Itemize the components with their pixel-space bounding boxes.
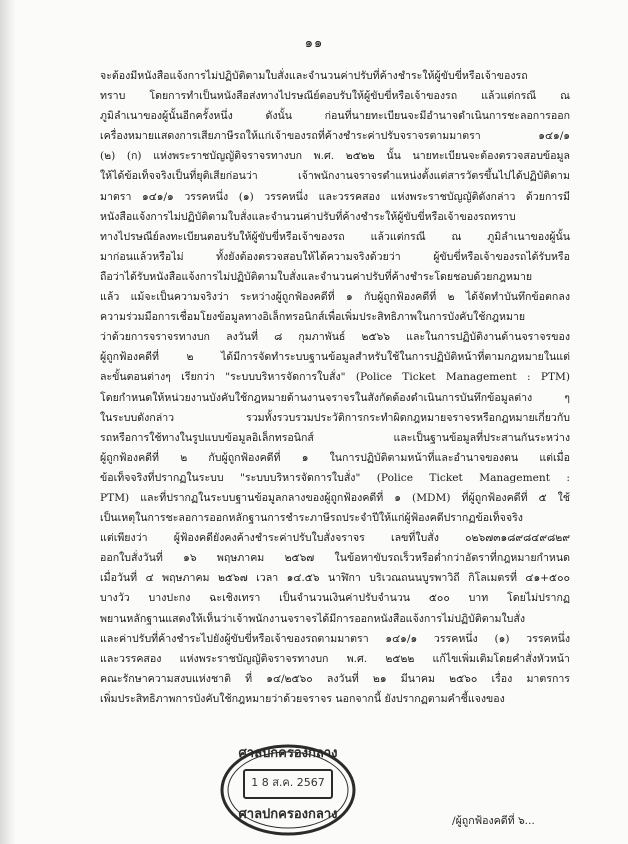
- text-line: เป็นเหตุในการชะลอการออกหลักฐานการชำระภาษีรถประจำปีให้แก่ผู้ฟ้องคดีปรากฏข้อเท็จจริง: [100, 512, 523, 525]
- page-number: ๑๑: [304, 36, 324, 51]
- text-line: หนังสือแจ้งการไม่ปฏิบัติตามใบสั่งและจำนวนค่าปรับที่ค้างชำระให้ผู้ขับขี่หรือเจ้าของรถทราบ: [100, 210, 516, 223]
- text-line: ผู้ถูกฟ้องคดีที่ ๒ กับผู้ถูกฟ้องคดีที่ ๑ ในการปฏิบัติตามหน้าที่และอำนาจของตน แต่เมื่อ: [100, 451, 570, 464]
- text-line: ให้ได้ข้อเท็จจริงเป็นที่ยุติเสียก่อนว่า เจ้าพนักงานจราจรตำแหน่งตั้งแต่สารวัตรขึ้นไปได้ปฏิบัติตาม: [100, 170, 570, 183]
- text-line: แต่เพียงว่า ผู้ฟ้องคดียังคงค้างชำระค่าปรับใบสั่งจราจร เลขที่ใบสั่ง ๐๒๖๗๓๑๘๙๘๔๙๘๒๙: [100, 532, 570, 545]
- stamp-date: 1 8 ส.ค. 2567: [251, 776, 325, 789]
- page-binding-shadow: [0, 0, 16, 844]
- text-line: มาก่อนแล้วหรือไม่ ทั้งยังต้องตรวจสอบให้ได้ความจริงด้วยว่า ผู้ขับขี่หรือเจ้าของรถได้รับหรือ: [100, 250, 570, 263]
- text-line: เมื่อวันที่ ๔ พฤษภาคม ๒๕๖๗ เวลา ๑๔.๕๖ นาฬิกา บริเวณถนนบูรพาวิถี กิโลเมตรที่ ๔๑+๕๐๐: [100, 572, 570, 585]
- body-text: [100, 66, 570, 709]
- text-line: ว่าด้วยการจราจรทางบก ลงวันที่ ๘ กุมภาพันธ์ ๒๕๖๖ และในการปฏิบัติงานด้านจราจรของ: [100, 331, 570, 344]
- text-line: ละขั้นตอนต่างๆ เรียกว่า "ระบบบริหารจัดการใบสั่ง" (Police Ticket Management : PTM): [100, 371, 570, 384]
- text-line: พยานหลักฐานแสดงให้เห็นว่าเจ้าพนักงานจราจรได้มีการออกหนังสือแจ้งการไม่ปฏิบัติตามใบสั่ง: [100, 612, 526, 625]
- text-line: บางวัว บางปะกง ฉะเชิงเทรา เป็นจำนวนเงินค่าปรับจำนวน ๕๐๐ บาท โดยไม่ปรากฏ: [100, 592, 570, 605]
- stamp-top-text: ศาลปกครองกลาง: [238, 746, 338, 761]
- text-line: ความร่วมมือการเชื่อมโยงข้อมูลทางอิเล็กทรอนิกส์เพื่อเพิ่มประสิทธิภาพในการบังคับใช้กฎหมาย: [100, 311, 526, 324]
- text-line: ออกใบสั่งวันที่ ๑๖ พฤษภาคม ๒๕๖๗ ในข้อหาขับรถเร็วหรือต่ำกว่าอัตราที่กฎหมายกำหนด: [100, 552, 570, 565]
- text-line: โดยกำหนดให้หน่วยงานบังคับใช้กฎหมายด้านงานจราจรในสังกัดต้องดำเนินการบันทึกข้อมูลต่าง ๆ: [100, 391, 570, 404]
- text-line: และค่าปรับที่ค้างชำระไปยังผู้ขับขี่หรือเจ้าของรถตามมาตรา ๑๔๑/๑ วรรคหนึ่ง (๑) วรรคหนึ่ง: [100, 632, 570, 645]
- continuation-marker: /ผู้ถูกฟ้องคดีที่ ๖...: [452, 815, 535, 827]
- text-line: ในระบบดังกล่าว รวมทั้งรวบรวมประวัติการกระทำผิดกฎหมายจราจรหรือกฎหมายเกี่ยวกับ: [100, 411, 570, 424]
- text-line: มาตรา ๑๔๑/๑ วรรคหนึ่ง (๑) วรรคหนึ่ง และวรรคสอง แห่งพระราชบัญญัติดังกล่าว ด้วยการมี: [100, 190, 570, 203]
- text-line: ภูมิลำเนาของผู้นั้นอีกครั้งหนึ่ง ดังนั้น ก่อนที่นายทะเบียนจะมีอำนาจดำเนินการชะลอการออก: [100, 110, 570, 123]
- text-line: ข้อเท็จจริงที่ปรากฏในระบบ "ระบบบริหารจัดการใบสั่ง" (Police Ticket Management :: [100, 471, 570, 484]
- text-line: แล้ว แม้จะเป็นความจริงว่า ระหว่างผู้ถูกฟ้องคดีที่ ๑ กับผู้ถูกฟ้องคดีที่ ๒ ได้จัดทำบันทึกข้อตกลง: [100, 291, 570, 304]
- text-line: ทางไปรษณีย์ลงทะเบียนตอบรับให้ผู้ขับขี่หรือเจ้าของรถ แล้วแต่กรณี ณ ภูมิลำเนาของผู้นั้น: [100, 230, 570, 243]
- text-line: รถหรือการใช้ทางในรูปแบบข้อมูลอิเล็กทรอนิกส์ และเป็นฐานข้อมูลที่ประสานกันระหว่าง: [100, 431, 570, 444]
- stamp-bottom-text: ศาลปกครองกลาง: [238, 807, 338, 822]
- text-line: และวรรคสอง แห่งพระราชบัญญัติจราจรทางบก พ.ศ. ๒๕๒๒ แก้ไขเพิ่มเติมโดยคำสั่งหัวหน้า: [100, 652, 570, 665]
- text-line: เครื่องหมายแสดงการเสียภาษีรถให้แก่เจ้าของรถที่ค้างชำระค่าปรับจราจรตามมาตรา ๑๔๑/๑: [100, 130, 570, 143]
- text-line: ทราบ โดยการทำเป็นหนังสือส่งทางไปรษณีย์ตอบรับให้ผู้ขับขี่หรือเจ้าของรถ แล้วแต่กรณี ณ: [100, 90, 570, 103]
- text-line: คณะรักษาความสงบแห่งชาติ ที่ ๑๔/๒๕๖๐ ลงวันที่ ๒๑ มีนาคม ๒๕๖๐ เรื่อง มาตรการ: [100, 672, 570, 685]
- text-line: ผู้ถูกฟ้องคดีที่ ๒ ได้มีการจัดทำระบบฐานข้อมูลสำหรับใช้ในการปฏิบัติหน้าที่ตามกฎหมายในแต่: [100, 351, 570, 364]
- text-line: เพิ่มประสิทธิภาพการบังคับใช้กฎหมายว่าด้วยจราจร นอกจากนี้ ยังปรากฏตามคำชี้แจงของ: [100, 692, 505, 705]
- text-line: PTM) และที่ปรากฏในระบบฐานข้อมูลกลางของผู้ถูกฟ้องคดีที่ ๑ (MDM) ที่ผู้ถูกฟ้องคดีที่ ๕ ใช้: [100, 491, 570, 504]
- text-line: จะต้องมีหนังสือแจ้งการไม่ปฏิบัติตามใบสั่งและจำนวนค่าปรับที่ค้างชำระให้ผู้ขับขี่หรือเจ้าของรถ: [100, 70, 528, 82]
- text-line: ถือว่าได้รับหนังสือแจ้งการไม่ปฏิบัติตามใบสั่งและจำนวนค่าปรับที่ค้างชำระโดยชอบด้วยกฎหมาย: [100, 270, 533, 283]
- text-line: (๒) (ก) แห่งพระราชบัญญัติจราจรทางบก พ.ศ. ๒๕๒๒ นั้น นายทะเบียนจะต้องตรวจสอบข้อมูล: [100, 150, 570, 163]
- court-stamp: [218, 742, 358, 838]
